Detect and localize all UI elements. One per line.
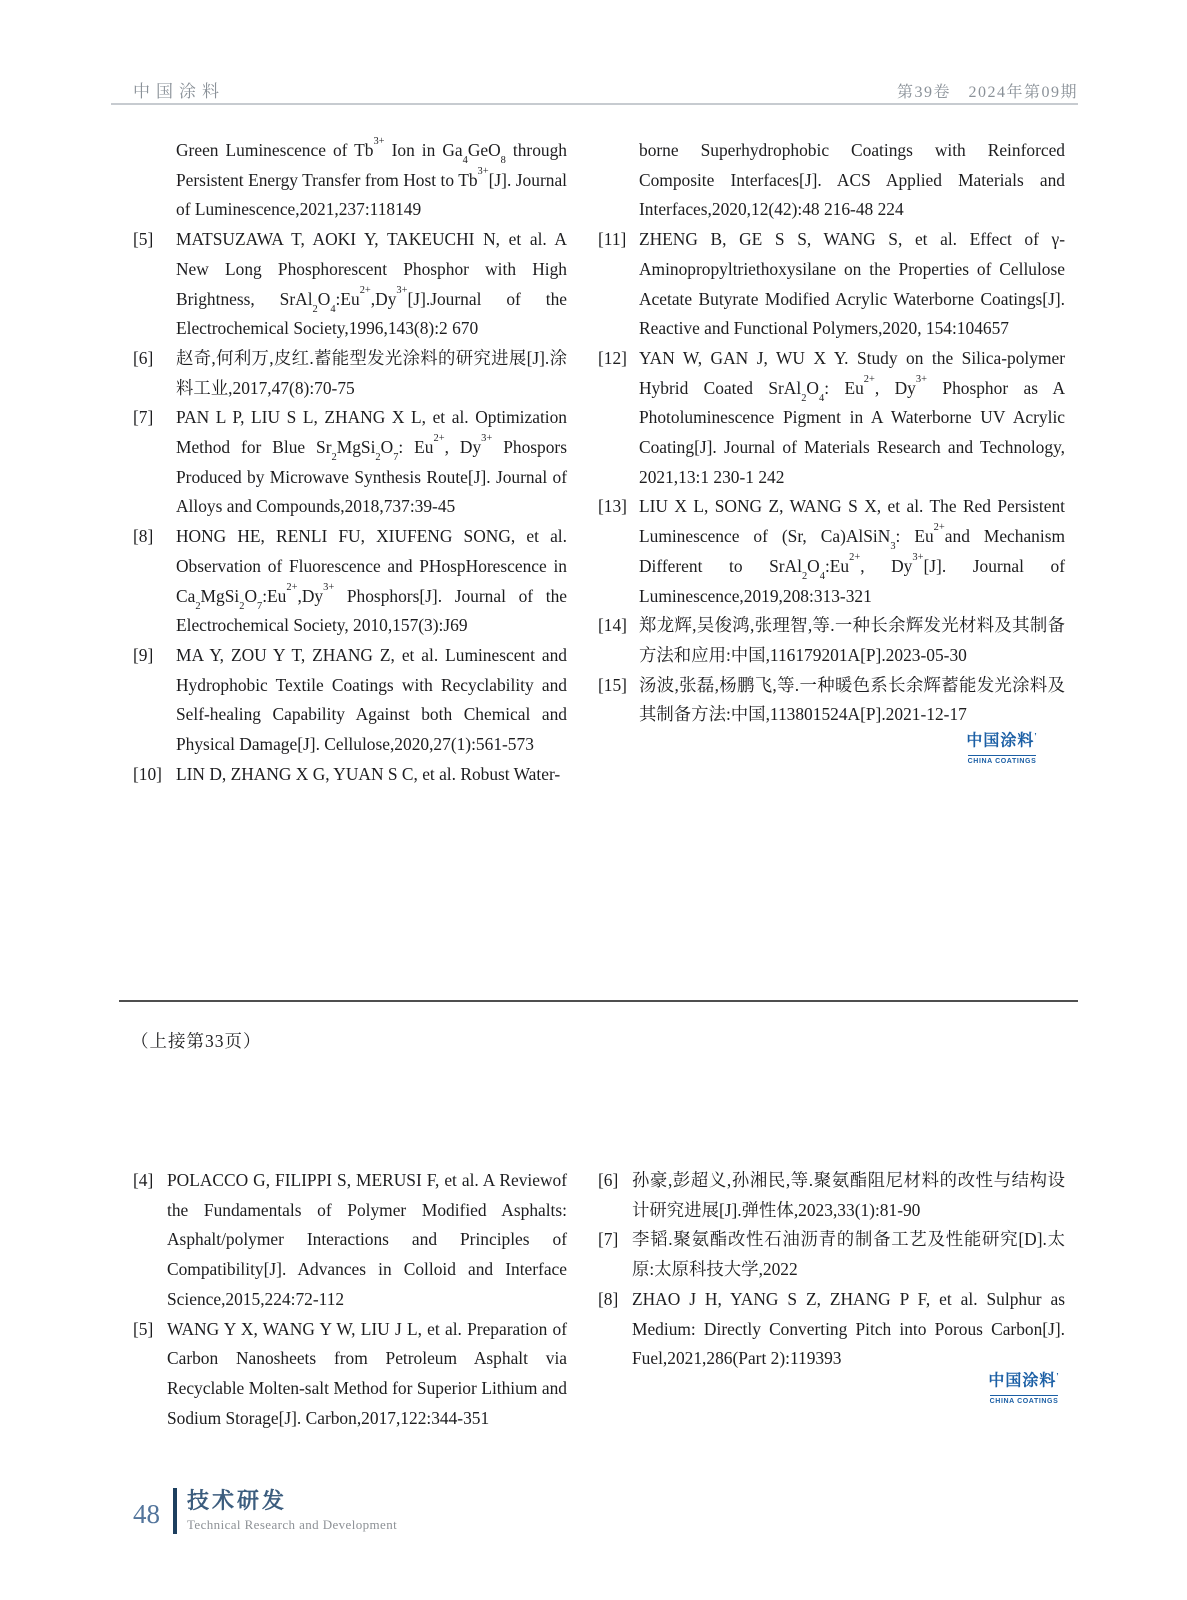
reference-item [598, 492, 1065, 611]
reference-item [133, 1315, 567, 1434]
reference-number: [7] [133, 407, 154, 428]
reference-number: [15] [598, 674, 627, 695]
china-coatings-logo [981, 1368, 1067, 1408]
reference-number: [5] [133, 1318, 154, 1339]
reference-text: Green Luminescence of $Tb^{3+}$ Ion in $Ga_4GeO_8$ through Persistent Energy Transfer from Host to $Tb^{3+}[J]$. Journal of Luminescence,2021,237:118149 [176, 135, 568, 220]
reference-item [133, 760, 567, 790]
reference-item [133, 403, 567, 522]
china-coatings-logo [959, 728, 1045, 768]
reference-number: [13] [598, 496, 627, 517]
reference-number: [8] [598, 1288, 619, 1309]
reference-text: YAN W, GAN J, WU X Y. Study on the Silica-polymer Hybrid Coated $SrAl_2O_4$: $Eu^{2+}$, $Dy^{3+}$ Phosphor as A Photoluminescence Pigment in A Waterborne UV Acrylic Coating[J]. Journal of Materials Research and Technology, 2021,13:1 230-1 242 [639, 347, 1066, 487]
logo-text-en: CHINA COATINGS [990, 1395, 1059, 1406]
reference-text: ZHAO J H, YANG S Z, ZHANG P F, et al. Sulphur as Medium: Directly Converting Pitch into Porous Carbon[J]. Fuel,2021,286(Part 2):119393 [632, 1288, 1065, 1369]
reference-text: ZHENG B, GE S S, WANG S, et al. Effect of γ-Aminopropyltriethoxysilane on the Properties of Cellulose Acetate Butyrate Modified Acrylic Waterborne Coatings[J]. Reactive and Functional Polymers,2020, 154:104657 [639, 229, 1065, 339]
logo-text-cn: 中国涂料’ [966, 732, 1038, 750]
reference-number: [8] [133, 526, 154, 547]
reference-item [598, 611, 1065, 670]
references-column-1-right [598, 136, 1065, 730]
reference-number: [10] [133, 763, 162, 784]
reference-item [598, 344, 1065, 493]
reference-number: [7] [598, 1229, 619, 1250]
reference-text: PAN L P, LIU S L, ZHANG X L, et al. Optimization Method for Blue $Sr_2MgSi_2O_7$: $Eu^{2+}$, $Dy^{3+}$ Phospors Produced by Microwave Synthesis Route[J]. Journal of Alloys and Compounds,2018,737:39-45 [176, 407, 567, 517]
reference-text: POLACCO G, FILIPPI S, MERUSI F, et al. A Reviewof the Fundamentals of Polymer Modified Asphalts: Asphalt/polymer Interactions and Principles of Compatibility[J]. Advances in Colloid and Interface Science,2015,224:72-112 [167, 1170, 567, 1309]
reference-number: [14] [598, 615, 627, 636]
reference-item [133, 641, 567, 760]
page-number: 48 [133, 1498, 160, 1529]
page-footer [133, 1488, 397, 1534]
reference-text: HONG HE, RENLI FU, XIUFENG SONG, et al. Observation of Fluorescence and PHospHorescence in $Ca_2MgSi_2O_7:Eu^{2+},Dy^{3+}$ Phosphors[J]. Journal of the Electrochemical Society, 2010,157(3):J69 [176, 526, 567, 636]
references-column-2-left [133, 1166, 567, 1433]
reference-text: 汤波,张磊,杨鹏飞,等.一种暖色系长余辉蓄能发光涂料及其制备方法:中国,113801524A[P].2021-12-17 [639, 674, 1065, 725]
references-column-1-left [133, 136, 567, 789]
reference-text: LIU X L, SONG Z, WANG S X, et al. The Red Persistent Luminescence of (Sr, Ca)AlSiN$_3$: $Eu^{2+}and$ Mechanism Different to $SrAl_2O_4:Eu^{2+}$, $Dy^{3+}[J]$. Journal of Luminescence,2019,208:313-321 [639, 496, 1066, 606]
reference-item [133, 1166, 567, 1315]
reference-number: [5] [133, 229, 154, 250]
reference-item [598, 225, 1065, 344]
references-column-2-right [598, 1166, 1065, 1374]
reference-text: 李韬.聚氨酯改性石油沥青的制备工艺及性能研究[D].太原:太原科技大学,2022 [632, 1229, 1065, 1280]
issue-info: 第39卷 2024年第09期 [896, 84, 1078, 101]
footer-divider-bar [173, 1488, 177, 1534]
reference-number: [6] [598, 1170, 619, 1190]
header-rule [111, 103, 1078, 105]
reference-number: [11] [598, 229, 627, 250]
logo-text-cn: 中国涂料’ [988, 1372, 1060, 1390]
reference-text: MATSUZAWA T, AOKI Y, TAKEUCHI N, et al. A New Long Phosphorescent Phosphor with High Brightness, $SrAl_2O_4:Eu^{2+},Dy^{3+}[J].Journal$ of the Electrochemical Society,1996,143(8):2 670 [176, 229, 567, 339]
reference-text: 孙豪,彭超义,孙湘民,等.聚氨酯阻尼材料的改性与结构设计研究进展[J].弹性体,2023,33(1):81-90 [632, 1170, 1065, 1220]
reference-text: 赵奇,何利万,皮红.蓄能型发光涂料的研究进展[J].涂料工业,2017,47(8):70-75 [176, 347, 567, 398]
reference-text: WANG Y X, WANG Y W, LIU J L, et al. Preparation of Carbon Nanosheets from Petroleum Asphalt via Recyclable Molten-salt Method for Superior Lithium and Sodium Storage[J]. Carbon,2017,122:344-351 [167, 1318, 567, 1428]
reference-item [598, 1166, 1065, 1225]
logo-text-en: CHINA COATINGS [968, 755, 1037, 766]
reference-item [598, 1285, 1065, 1374]
reference-item [598, 671, 1065, 730]
reference-item [133, 522, 567, 641]
reference-item [133, 225, 567, 344]
reference-number: [6] [133, 347, 154, 368]
reference-text: 郑龙辉,吴俊鸿,张理智,等.一种长余辉发光材料及其制备方法和应用:中国,116179201A[P].2023-05-30 [639, 615, 1065, 665]
reference-number: [12] [598, 347, 627, 368]
section-divider [119, 1000, 1078, 1002]
reference-item [598, 136, 1065, 225]
reference-item [598, 1225, 1065, 1284]
reference-text: MA Y, ZOU Y T, ZHANG Z, et al. Luminescent and Hydrophobic Textile Coatings with Recyclability and Self-healing Capability Against both Chemical and Physical Damage[J]. Cellulose,2020,27(1):561-573 [176, 644, 567, 755]
logo-trademark: ’ [1056, 1372, 1060, 1381]
journal-title: 中国涂料 [133, 82, 225, 101]
footer-section-block [187, 1488, 397, 1534]
reference-item [133, 136, 567, 225]
reference-number: [9] [133, 644, 154, 665]
reference-text: borne Superhydrophobic Coatings with Reinforced Composite Interfaces[J]. ACS Applied Materials and Interfaces,2020,12(42):48 216-48 224 [639, 140, 1065, 220]
footer-section-subtitle: Technical Research and Development [187, 1517, 398, 1532]
reference-text: LIN D, ZHANG X G, YUAN S C, et al. Robust Water- [176, 763, 561, 784]
reference-item [133, 344, 567, 403]
continued-from-note: （上接第33页） [131, 1031, 262, 1051]
footer-section-title: 技术研发 [187, 1488, 288, 1513]
logo-trademark: ’ [1034, 732, 1038, 741]
reference-number: [4] [133, 1170, 154, 1190]
